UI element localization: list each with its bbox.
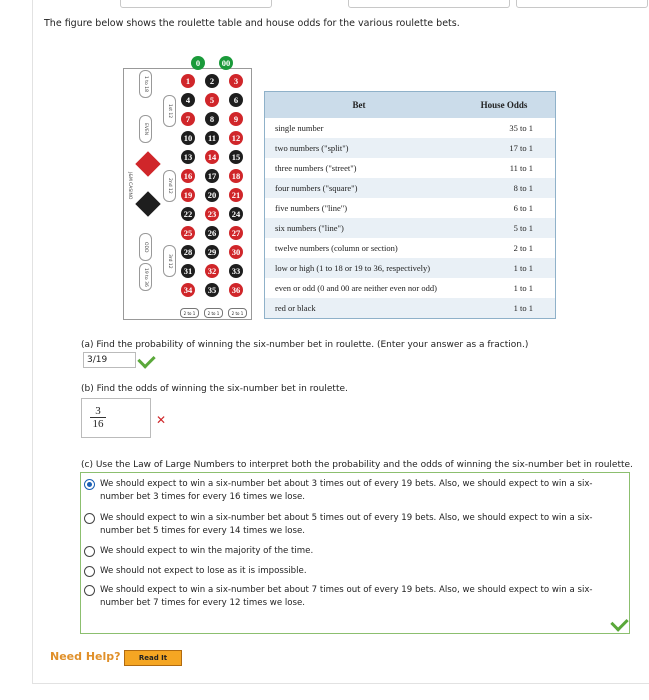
house-odds: 1 to 1	[453, 258, 556, 278]
column-bet-label: 2 to 1	[204, 308, 223, 318]
bet-name: low or high (1 to 18 or 19 to 36, respectively)	[265, 258, 454, 278]
dozen-bet-label: 1st 12	[163, 95, 176, 127]
house-odds: 1 to 1	[513, 283, 533, 293]
number-slot: 3	[229, 74, 243, 88]
fraction-denominator: 16	[92, 418, 104, 430]
bet-name: twelve numbers (column or section)	[275, 243, 398, 253]
number-slot: 11	[205, 131, 219, 145]
number-slot: 21	[229, 188, 243, 202]
odds-row	[265, 198, 556, 218]
column-bet-label: 2 to 1	[228, 308, 247, 318]
odds-row	[265, 178, 556, 198]
number-slot: 34	[181, 283, 195, 297]
number-slot: 26	[205, 226, 219, 240]
house-odds: 2 to 1	[513, 243, 533, 253]
odds-row	[265, 158, 556, 178]
house-odds: 11 to 1	[509, 163, 533, 173]
odds-row	[265, 138, 556, 158]
odds-row	[265, 238, 556, 258]
house-odds: 6 to 1	[513, 203, 533, 213]
number-slot: 10	[181, 131, 195, 145]
number-slot: 14	[205, 150, 219, 164]
zero-slot: 0	[191, 56, 205, 70]
option-2[interactable]	[84, 545, 614, 558]
number-slot: 35	[205, 283, 219, 297]
number-slot: 17	[205, 169, 219, 183]
header-bet: Bet	[265, 92, 454, 119]
bet-name: six numbers ("line")	[265, 218, 454, 238]
roulette-table-image	[123, 45, 253, 320]
bet-name: even or odd (0 and 00 are neither even nor odd)	[275, 283, 437, 293]
bet-name: four numbers ("square")	[265, 178, 454, 198]
bet-name: two numbers ("split")	[265, 138, 454, 158]
house-odds: 5 to 1	[453, 218, 556, 238]
outside-bet-label: 1 to 18	[139, 70, 152, 98]
odds-row	[265, 278, 556, 298]
dozen-bet-label: 3rd 12	[163, 245, 176, 277]
number-slot: 7	[181, 112, 195, 126]
house-odds: 1 to 1	[453, 298, 556, 319]
number-slot: 15	[229, 150, 243, 164]
option-3-label: We should not expect to lose as it is impossible.	[100, 566, 307, 576]
option-1-label: We should expect to win a six-number bet about 5 times out of every 19 bets. Also, we should expect to win a six-number bet 5 times for every 14 times we lose.	[100, 513, 593, 536]
odds-row	[265, 218, 556, 238]
number-slot: 24	[229, 207, 243, 221]
fraction-numerator: 3	[90, 405, 106, 418]
number-slot: 32	[205, 264, 219, 278]
radio-icon[interactable]	[84, 546, 95, 557]
column-bet-label: 2 to 1	[180, 308, 199, 318]
header-house-odds: House Odds	[453, 92, 556, 119]
house-odds: 17 to 1	[453, 138, 556, 158]
number-slot: 28	[181, 245, 195, 259]
part-b-answer-input[interactable]	[81, 398, 151, 438]
option-4-label: We should expect to win a six-number bet about 7 times out of every 19 bets. Also, we should expect to win a six-number bet 7 times for every 12 times we lose.	[100, 585, 593, 608]
number-slot: 27	[229, 226, 243, 240]
need-help-label: Need Help?	[50, 650, 121, 663]
number-slot: 20	[205, 188, 219, 202]
number-slot: 31	[181, 264, 195, 278]
intro-text: The figure below shows the roulette table and house odds for the various roulette bets.	[44, 18, 460, 29]
house-odds-table	[264, 91, 556, 319]
part-c-question: (c) Use the Law of Large Numbers to interpret both the probability and the odds of winning the six-number bet in roulette.	[81, 460, 633, 470]
fraction	[90, 405, 106, 430]
read-it-button[interactable]: Read It	[124, 650, 182, 666]
part-a-answer-input[interactable]: 3/19	[83, 352, 136, 368]
odds-row	[265, 258, 556, 278]
outside-bet-label: 19 to 36	[139, 263, 152, 291]
number-slot: 36	[229, 283, 243, 297]
number-slot: 33	[229, 264, 243, 278]
number-slot: 13	[181, 150, 195, 164]
number-slot: 22	[181, 207, 195, 221]
number-slot: 25	[181, 226, 195, 240]
radio-icon[interactable]	[84, 585, 95, 596]
outside-bet-label: ODD	[139, 233, 152, 261]
bet-name: five numbers ("line")	[275, 203, 348, 213]
bet-name: red or black	[265, 298, 454, 319]
radio-icon[interactable]	[84, 566, 95, 577]
dozen-bet-label: 2nd 12	[163, 170, 176, 202]
number-slot: 8	[205, 112, 219, 126]
top-tab-1[interactable]	[120, 0, 272, 8]
number-slot: 30	[229, 245, 243, 259]
top-tab-3[interactable]	[516, 0, 648, 8]
option-2-label: We should expect to win the majority of the time.	[100, 546, 314, 556]
casino-label: J&M CASINO	[124, 163, 135, 209]
part-a-question: (a) Find the probability of winning the six-number bet in roulette. (Enter your answer as a fraction.)	[81, 340, 529, 350]
option-3[interactable]	[84, 565, 614, 578]
number-slot: 19	[181, 188, 195, 202]
number-slot: 4	[181, 93, 195, 107]
top-tab-2[interactable]	[348, 0, 510, 8]
number-slot: 2	[205, 74, 219, 88]
outside-bet-label: EVEN	[139, 115, 152, 143]
number-slot: 9	[229, 112, 243, 126]
radio-icon[interactable]	[84, 513, 95, 524]
option-0[interactable]	[84, 478, 614, 504]
part-b-question: (b) Find the odds of winning the six-number bet in roulette.	[81, 384, 348, 394]
radio-selected-icon[interactable]	[84, 479, 95, 490]
bet-name: single number	[275, 123, 324, 133]
option-1[interactable]	[84, 512, 614, 538]
number-slot: 18	[229, 169, 243, 183]
number-slot: 29	[205, 245, 219, 259]
number-slot: 6	[229, 93, 243, 107]
number-slot: 5	[205, 93, 219, 107]
house-odds: 8 to 1	[453, 178, 556, 198]
number-slot: 12	[229, 131, 243, 145]
odds-row	[265, 118, 556, 138]
number-slot: 16	[181, 169, 195, 183]
option-0-label: We should expect to win a six-number bet about 3 times out of every 19 bets. Also, we should expect to win a six-number bet 3 times for every 16 times we lose.	[100, 479, 593, 502]
incorrect-x-icon: ✕	[156, 413, 167, 427]
bet-name: three numbers ("street")	[275, 163, 357, 173]
odds-row	[265, 298, 556, 319]
number-slot: 23	[205, 207, 219, 221]
zero-slot: 00	[219, 56, 233, 70]
option-4[interactable]	[84, 584, 614, 610]
house-odds: 35 to 1	[509, 123, 533, 133]
number-slot: 1	[181, 74, 195, 88]
